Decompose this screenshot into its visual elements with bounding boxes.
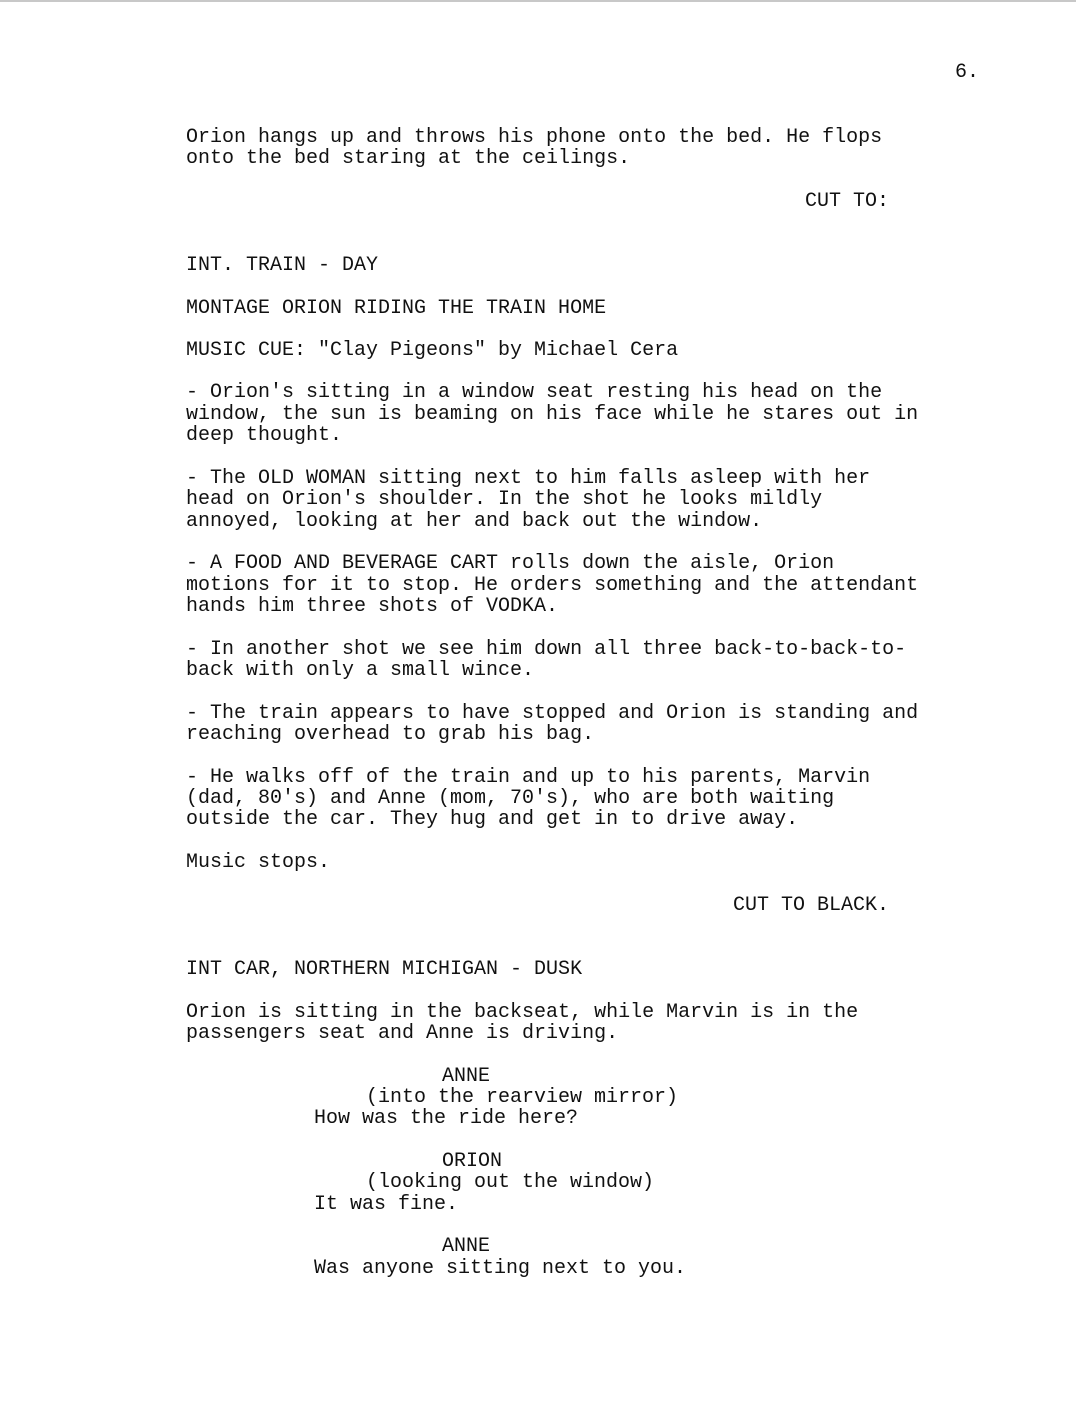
character-name: ANNE [442, 1065, 491, 1088]
action-line: - Orion's sitting in a window seat resting his head on the [186, 381, 883, 404]
character-name: ANNE [442, 1235, 491, 1258]
action-line: Orion is sitting in the backseat, while Marvin is in the [186, 1001, 859, 1024]
action-line: window, the sun is beaming on his face while he stares out in [186, 403, 919, 426]
dialogue-line: How was the ride here? [314, 1107, 579, 1130]
page-top-border [0, 0, 1076, 2]
action-line: annoyed, looking at her and back out the window. [186, 510, 763, 533]
parenthetical: (looking out the window) [366, 1171, 655, 1194]
action-line: deep thought. [186, 424, 343, 447]
transition-cut-to: CUT TO: [804, 190, 889, 213]
action-line: Music stops. [186, 851, 331, 874]
action-line: motions for it to stop. He orders something and the attendant [186, 574, 919, 597]
action-line: hands him three shots of VODKA. [186, 595, 559, 618]
action-line: passengers seat and Anne is driving. [186, 1022, 619, 1045]
action-line: - The OLD WOMAN sitting next to him falls asleep with her [186, 467, 871, 490]
action-line: - A FOOD AND BEVERAGE CART rolls down the aisle, Orion [186, 552, 835, 575]
action-line: MONTAGE ORION RIDING THE TRAIN HOME [186, 297, 607, 320]
action-line: Orion hangs up and throws his phone onto the bed. He flops [186, 126, 883, 149]
action-line: reaching overhead to grab his bag. [186, 723, 595, 746]
character-name: ORION [442, 1150, 503, 1173]
action-line: - He walks off of the train and up to his parents, Marvin [186, 766, 871, 789]
action-line: back with only a small wince. [186, 659, 535, 682]
page-number: 6. [955, 61, 980, 84]
scene-heading-car: INT CAR, NORTHERN MICHIGAN - DUSK [186, 958, 583, 981]
action-line: - In another shot we see him down all three back-to-back-to- [186, 638, 907, 661]
action-line: head on Orion's shoulder. In the shot he looks mildly [186, 488, 823, 511]
action-line: outside the car. They hug and get in to drive away. [186, 808, 799, 831]
dialogue-line: Was anyone sitting next to you. [314, 1257, 687, 1280]
scene-heading-train: INT. TRAIN - DAY [186, 254, 379, 277]
action-line: (dad, 80's) and Anne (mom, 70's), who are both waiting [186, 787, 835, 810]
dialogue-line: It was fine. [314, 1193, 459, 1216]
action-line: MUSIC CUE: "Clay Pigeons" by Michael Cera [186, 339, 679, 362]
action-line: - The train appears to have stopped and Orion is standing and [186, 702, 919, 725]
action-line: onto the bed staring at the ceilings. [186, 147, 631, 170]
transition-cut-to-black: CUT TO BLACK. [732, 894, 889, 917]
parenthetical: (into the rearview mirror) [366, 1086, 679, 1109]
